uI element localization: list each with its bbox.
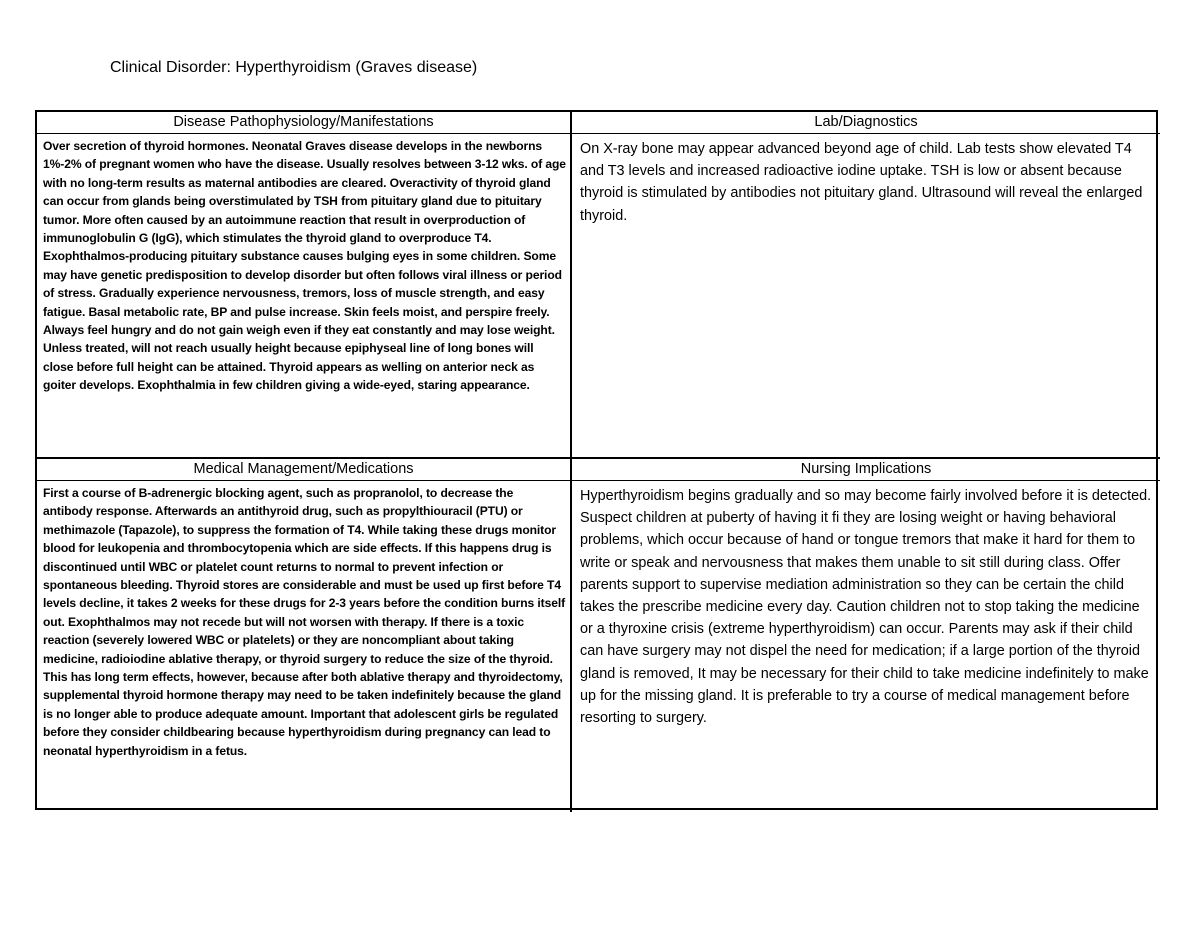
medical-management-header: Medical Management/Medications bbox=[37, 459, 572, 481]
care-plan-table bbox=[35, 110, 1158, 810]
nursing-implications-text: Hyperthyroidism begins gradually and so may become fairly involved before it is detected. Suspect children at puberty of having it fi they are losing weight or having behavioral problems, which occur because of hand or tongue tremors that make it hard for them to write or speak and nervousness that makes them unable to sit still during class. Offer parents support to supervise mediation administration so they can be certain the child takes the prescribe medicine every day. Caution children not to stop taking the medicine or a thyroxine crisis (extreme hyperthyroidism) can occur. Parents may ask if their child can have surgery may not dispel the need for medication; if a large portion of the thyroid gland is removed, It may be necessary for their child to take medicine indefinitely to make up for the missing gland. It is preferable to try a course of medical management before resorting to surgery. bbox=[580, 488, 1152, 727]
medical-management-text: First a course of B-adrenergic blocking agent, such as propranolol, to decrease the antibody response. Afterwards an antithyroid drug, such as propylthiouracil (PTU) or methimazole (Tapazole), to suppress the formation of T4. While taking these drugs monitor blood for leukopenia and thrombocytopenia which are side effects. If this happens drug is discontinued until WBC or platelet count returns to normal to prevent infection or spontaneous bleeding. Thyroid stores are considerable and must be used up first before T4 levels decline, it takes 2 weeks for these drugs for 2-3 years before the condition burns itself out. Exophthalmos may not recede but will not worsen with therapy. If there is a toxic reaction (severely lowered WBC or platelets) or they are noncompliant about taking medicine, radioiodine ablative therapy, or thyroid surgery to reduce the size of the thyroid. This has long term effects, however, because after both ablative therapy and thyroidectomy, supplemental thyroid hormone therapy may need to be taken indefinitely because the gland is no longer able to produce adequate amount. Important that adolescent girls be regulated before they consider childbearing because hyperthyroidism during pregnancy can lead to neonatal hyperthyroidism in a fetus. bbox=[37, 481, 572, 812]
pathophysiology-header: Disease Pathophysiology/Manifestations bbox=[37, 112, 572, 134]
pathophysiology-text: Over secretion of thyroid hormones. Neonatal Graves disease develops in the newborns 1%-2% of pregnant women who have the disease. Usually resolves between 3-12 wks. of age with no long-term results as maternal antibodies are cleared. Overactivity of thyroid gland can occur from glands being overstimulated by TSH from pituitary gland due to pituitary tumor. More often caused by an autoimmune reaction that result in overproduction of immunoglobulin G (IgG), which stimulates the thyroid gland to overproduce T4. Exophthalmos-producing pituitary substance causes bulging eyes in some children. Some may have genetic predisposition to develop disorder but often follows viral illness or period of stress. Gradually experience nervousness, tremors, loss of muscle strength, and easy fatigue. Basal metabolic rate, BP and pulse increase. Skin feels moist, and perspire freely. Always feel hungry and do not gain weigh even if they eat constantly and may lose weight. Unless treated, will not reach usually height because epiphyseal line of long bones will close before full height can be attained. Thyroid appears as welling on anterior neck as goiter develops. Exophthalmia in few children giving a wide-eyed, staring appearance. bbox=[37, 134, 572, 459]
lab-header: Lab/Diagnostics bbox=[572, 112, 1160, 134]
lab-text: On X-ray bone may appear advanced beyond age of child. Lab tests show elevated T4 and T3 levels and increased radioactive iodine uptake. TSH is low or absent because thyroid is stimulated by antibodies not pituitary gland. Ultrasound will reveal the enlarged thyroid. bbox=[572, 134, 1160, 459]
document-title: Clinical Disorder: Hyperthyroidism (Graves disease) bbox=[110, 59, 478, 76]
nursing-implications-header: Nursing Implications bbox=[572, 459, 1160, 481]
